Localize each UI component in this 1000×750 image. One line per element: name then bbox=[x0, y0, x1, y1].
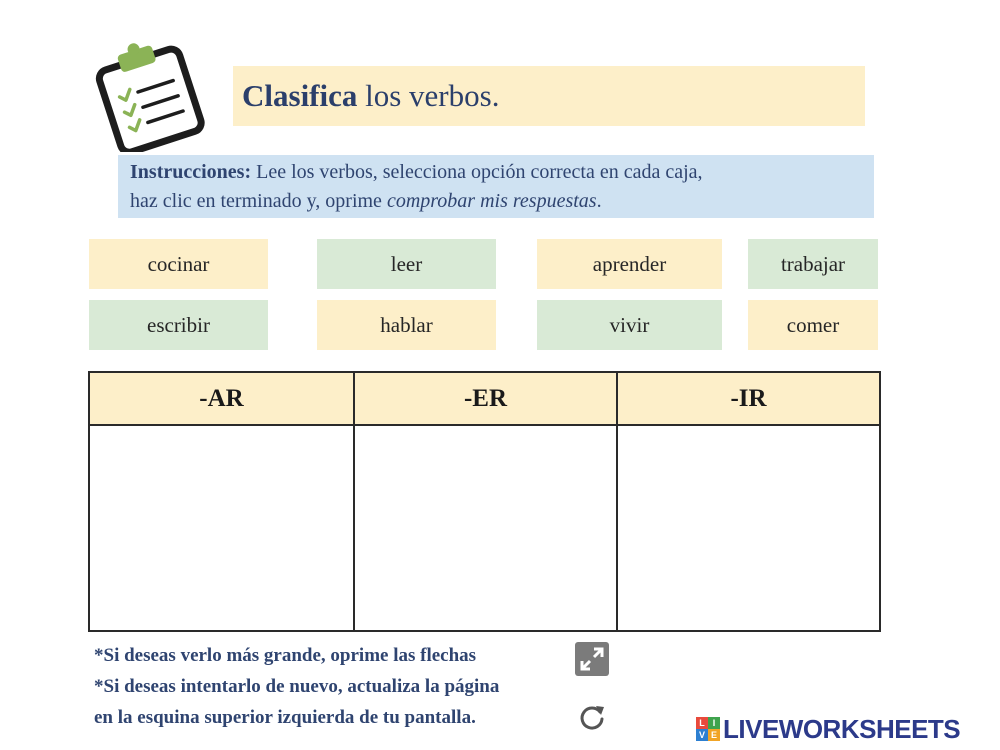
verb-chip-hablar[interactable]: hablar bbox=[317, 300, 496, 350]
reload-icon[interactable] bbox=[578, 703, 606, 731]
title-rest: los verbos. bbox=[365, 78, 500, 113]
instructions-line-1 bbox=[130, 158, 862, 187]
verb-chip-comer[interactable]: comer bbox=[748, 300, 878, 350]
instructions-box bbox=[118, 155, 874, 218]
drop-zone-ar[interactable] bbox=[90, 426, 353, 630]
instructions-label: Instrucciones: bbox=[130, 161, 252, 183]
verb-chip-leer[interactable]: leer bbox=[317, 239, 496, 289]
clipboard-checklist-icon bbox=[86, 40, 212, 152]
logo-letter-i: I bbox=[708, 717, 720, 729]
instructions-italic: comprobar mis respuestas bbox=[386, 190, 597, 212]
logo-text: LIVEWORKSHEETS bbox=[723, 713, 961, 744]
logo-squares bbox=[696, 717, 720, 741]
logo-letter-e: E bbox=[708, 729, 720, 741]
verb-chip-aprender[interactable]: aprender bbox=[537, 239, 722, 289]
note-location: en la esquina superior izquierda de tu pantalla. bbox=[94, 707, 476, 728]
drop-zone-er[interactable] bbox=[353, 426, 616, 630]
verb-chip-vivir[interactable]: vivir bbox=[537, 300, 722, 350]
sort-table bbox=[88, 371, 881, 632]
title-bold: Clasifica bbox=[242, 78, 358, 113]
drop-zone-ir[interactable] bbox=[616, 426, 879, 630]
instructions-line-2 bbox=[130, 187, 862, 216]
instructions-text-2: haz clic en terminado y, oprime bbox=[130, 190, 382, 212]
column-header-ar: -AR bbox=[90, 373, 353, 426]
column-header-er: -ER bbox=[353, 373, 616, 426]
note-enlarge: *Si deseas verlo más grande, oprime las flechas bbox=[94, 645, 477, 666]
column-header-ir: -IR bbox=[616, 373, 879, 426]
note-retry: *Si deseas intentarlo de nuevo, actualiza la página bbox=[94, 676, 500, 697]
logo-letter-v: V bbox=[696, 729, 708, 741]
liveworksheets-logo bbox=[696, 712, 960, 746]
instructions-text-end: . bbox=[596, 190, 602, 212]
title-banner bbox=[233, 66, 865, 126]
page-title bbox=[242, 78, 499, 114]
verb-chip-cocinar[interactable]: cocinar bbox=[89, 239, 268, 289]
verb-chip-trabajar[interactable]: trabajar bbox=[748, 239, 878, 289]
verb-chip-escribir[interactable]: escribir bbox=[89, 300, 268, 350]
expand-arrows-icon[interactable] bbox=[575, 642, 609, 676]
instructions-text-1: Lee los verbos, selecciona opción correcta en cada caja, bbox=[256, 161, 703, 183]
expand-arrows-svg bbox=[575, 642, 609, 676]
logo-letter-l: L bbox=[696, 717, 708, 729]
